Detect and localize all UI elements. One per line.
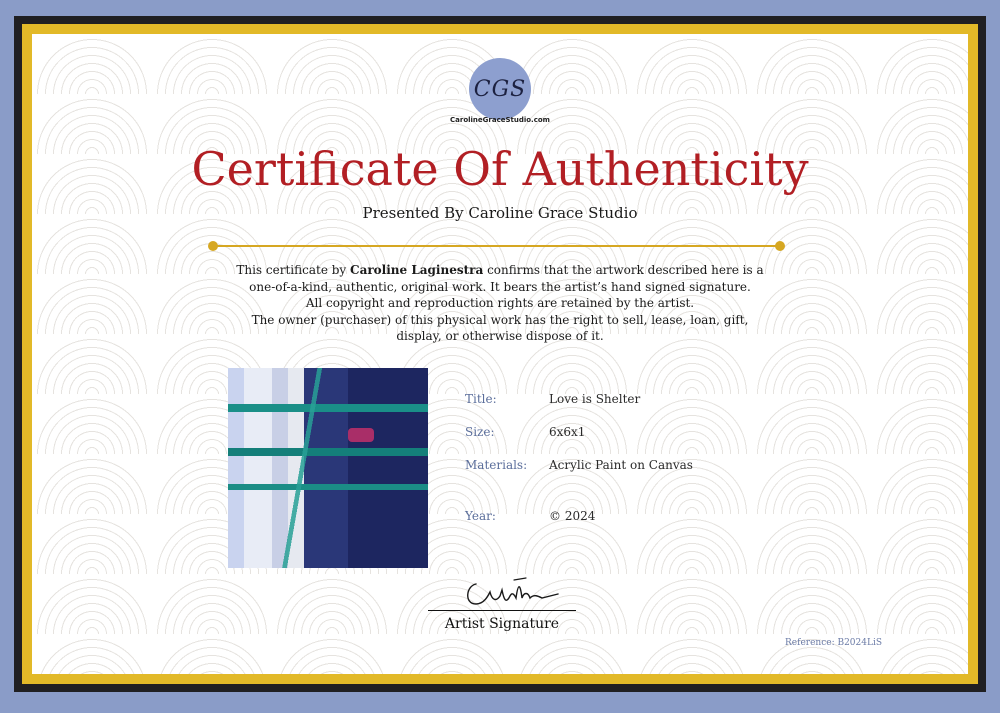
year-value: © 2024 — [549, 509, 596, 523]
divider-dot-right — [775, 241, 785, 251]
materials-label: Materials: — [465, 458, 528, 472]
artwork-accent — [348, 428, 374, 442]
title-value: Love is Shelter — [549, 392, 641, 406]
statement-line-5: display, or otherwise dispose of it. — [396, 329, 604, 343]
certificate-statement — [212, 262, 788, 345]
statement-line-1: This certificate by Caroline Laginestra confirms that the artwork described here is a — [236, 263, 764, 277]
size-value: 6x6x1 — [549, 425, 586, 439]
statement-line-2: one-of-a-kind, authentic, original work. It bears the artist’s hand signed signature. — [249, 279, 751, 294]
certificate-paper — [32, 34, 968, 674]
logo-url: CarolineGraceStudio.com — [450, 116, 550, 124]
studio-logo — [469, 58, 531, 120]
artist-name: Caroline Laginestra — [350, 263, 484, 277]
certificate-title: Certificate Of Authenticity — [191, 142, 809, 196]
size-label: Size: — [465, 425, 495, 439]
logo-monogram: CGS — [473, 76, 527, 102]
title-label: Title: — [465, 392, 497, 406]
statement-line-4: The owner (purchaser) of this physical work has the right to sell, lease, loan, gift, — [251, 312, 749, 327]
reference-number: Reference: B2024LiS — [785, 638, 882, 648]
year-label: Year: — [465, 509, 496, 523]
certificate-subtitle: Presented By Caroline Grace Studio — [362, 204, 638, 222]
signature-line — [428, 610, 576, 611]
handwritten-signature — [462, 574, 562, 610]
divider-line — [212, 245, 780, 247]
signature-label: Artist Signature — [444, 616, 560, 632]
statement-line-3: All copyright and reproduction rights are retained by the artist. — [305, 296, 695, 310]
artwork-image — [228, 368, 428, 568]
materials-value: Acrylic Paint on Canvas — [549, 458, 693, 472]
